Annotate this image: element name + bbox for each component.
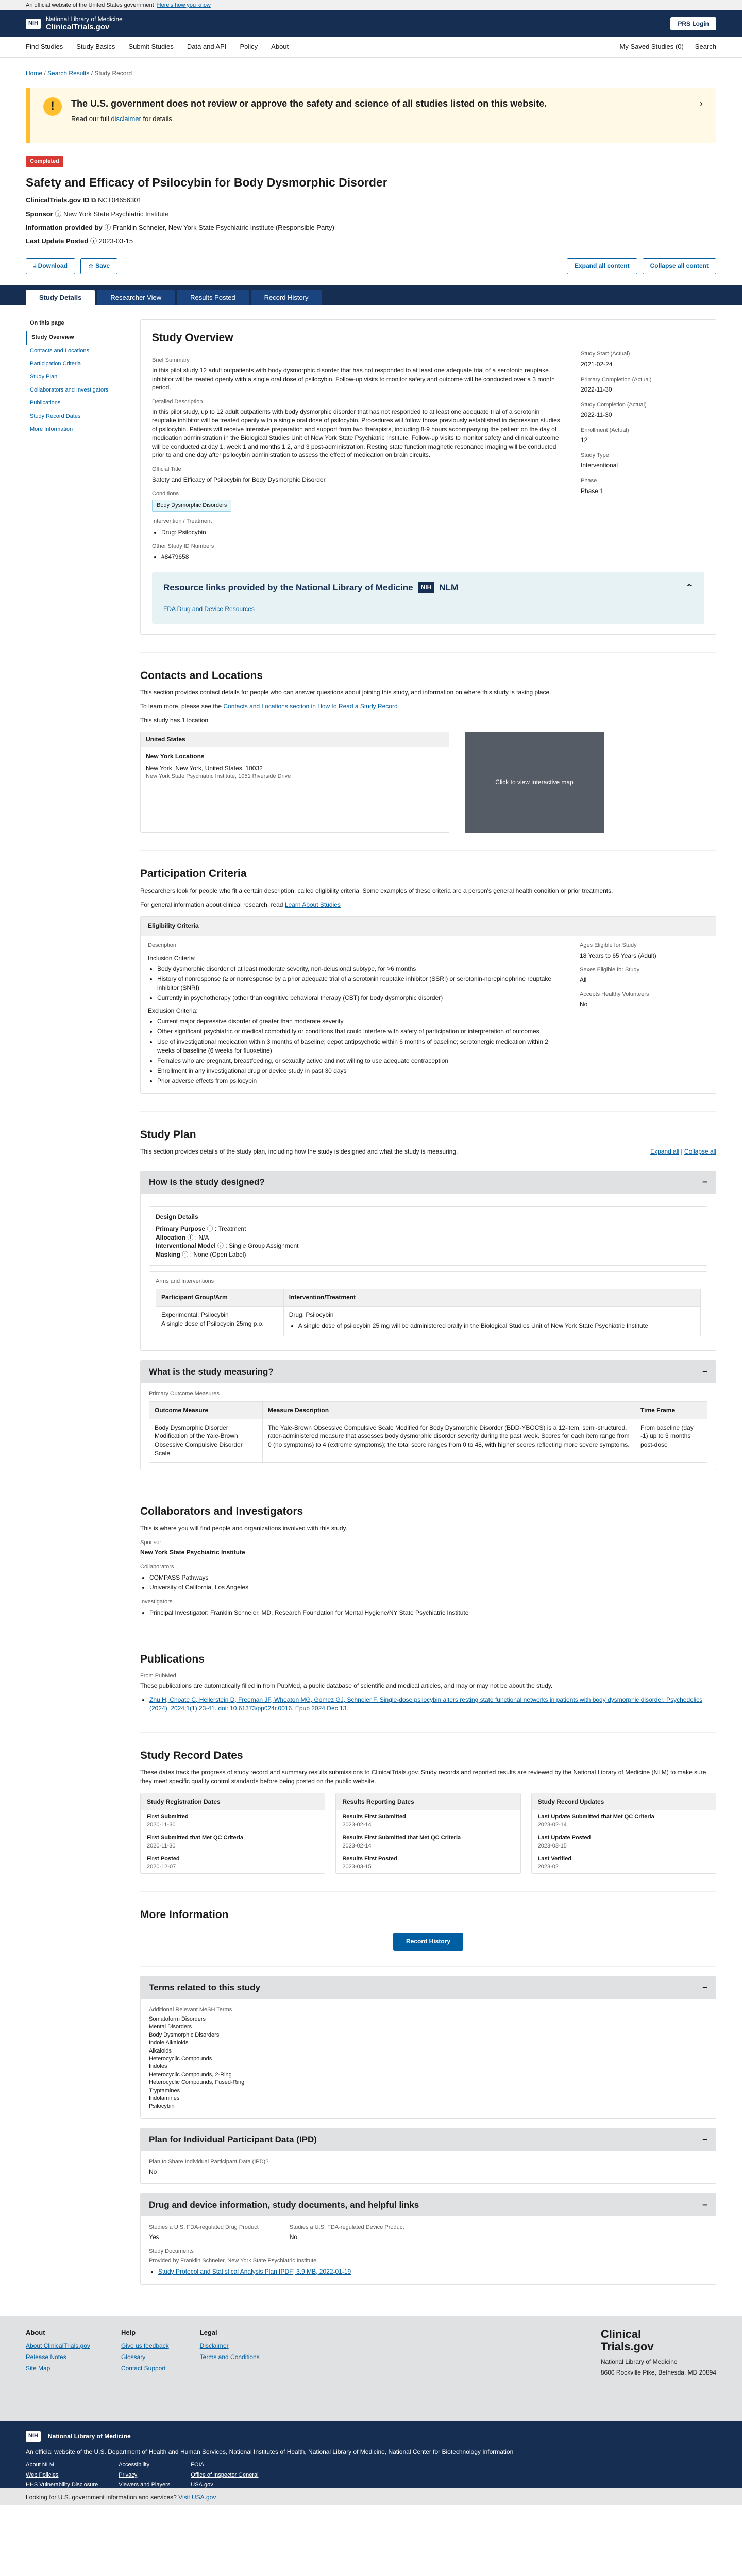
term-item: Indole Alkaloids: [149, 2040, 189, 2046]
update-value: 2023-03-15: [98, 236, 133, 245]
design-key: Allocation: [156, 1233, 186, 1241]
term-item: Heterocyclic Compounds, Fused-Ring: [149, 2079, 245, 2086]
eligibility-header: Eligibility Criteria: [141, 917, 716, 936]
kv-value: 2021-02-24: [581, 360, 613, 368]
breadcrumb-home[interactable]: Home: [26, 70, 43, 77]
plan-desc: This section provides details of the study plan, including how the study is designed and what the study is measuring.: [140, 1148, 458, 1156]
ipd-accordion: [140, 2128, 716, 2184]
arms-header: Participant Group/Arm: [156, 1289, 284, 1307]
criteria-section: [140, 851, 716, 1112]
id-label: ClinicalTrials.gov ID: [26, 196, 90, 205]
sponsor-value: New York State Psychiatric Institute: [63, 210, 169, 218]
ipd-label: Plan to Share Individual Participant Data (IPD)?: [149, 2158, 269, 2165]
save-button[interactable]: ☆ Save: [80, 258, 117, 274]
term-item: Heterocyclic Compounds: [149, 2056, 212, 2062]
nih-logo: NIH: [26, 2431, 41, 2441]
date-key: Results First Submitted that Met QC Criteria: [342, 1835, 461, 1841]
toc-header: On this page: [30, 319, 64, 326]
toc-item[interactable]: Participation Criteria: [30, 361, 81, 367]
kv-value: 2022-11-30: [581, 385, 612, 393]
collaborator-item: • University of California, Los Angeles: [149, 1583, 716, 1592]
location-list: [140, 732, 449, 833]
elig-desc-label: Description: [148, 942, 177, 949]
design-value: Single Group Assignment: [229, 1242, 299, 1250]
tab-record-history[interactable]: Record History: [251, 290, 322, 305]
dates-column-header: Results Reporting Dates: [336, 1793, 520, 1810]
collab-sponsor: New York State Psychiatric Institute: [140, 1549, 245, 1556]
gov-banner-text: An official website of the United States government: [26, 2, 154, 8]
measure-accordion-title[interactable]: What is the study measuring?: [149, 1366, 274, 1377]
criteria-desc: Researchers look for people who fit a certain description, called eligibility criteria. Some examples of these criteria are a person's general health condition or prior treatments.: [140, 887, 613, 894]
footer-heading: Legal: [199, 2329, 217, 2337]
design-key: Primary Purpose: [156, 1225, 206, 1232]
site-name: ClinicalTrials.gov: [45, 23, 110, 32]
criteria-general-text: For general information about clinical research, read: [140, 901, 283, 908]
study-document-link[interactable]: Study Protocol and Statistical Analysis Plan [PDF] 3.9 MB, 2022-01-19: [158, 2267, 351, 2275]
term-item: Somatoform Disorders: [149, 2016, 206, 2023]
outcome-measure: Body Dysmorphic Disorder Modification of the Yale-Brown Obsessive Compulsive Disorder Scale: [149, 1419, 263, 1462]
design-key: Masking: [156, 1251, 181, 1259]
footer-link[interactable]: Release Notes: [26, 2353, 66, 2361]
location-facility: New York State Psychiatric Institute, 1051 Riverside Drive: [146, 773, 291, 779]
dates-column-header: Study Registration Dates: [141, 1793, 325, 1810]
footer-link[interactable]: Glossary: [121, 2353, 146, 2361]
other-id-item: • #8479658: [161, 553, 565, 562]
site-logo[interactable]: [26, 15, 123, 32]
toc-item[interactable]: Study Record Dates: [30, 413, 81, 419]
publication-link[interactable]: Zhu H, Choate C, Hellerstein D, Freeman JF, Wheaton MG, Gomez GJ, Schneier F. Single-dose psilocybin alters resting state functional networks in patients with body dysmorphic disorder. Psychedelics (2024). 2024;1(1):23-41. doi: 10.61373/pp024r.0016. Epub 2024 Dec 13.: [149, 1696, 703, 1712]
inclusion-item: • Body dysmorphic disorder of at least moderate severity, non-delusional subtype, for >6 months: [157, 964, 564, 973]
kv-key: Ages Eligible for Study: [580, 942, 637, 949]
footer-link[interactable]: About NLM: [26, 2462, 55, 2468]
download-label: Download: [38, 262, 68, 270]
toc-item[interactable]: Collaborators and Investigators: [30, 386, 109, 393]
info-icon[interactable]: ⓘ: [90, 236, 97, 245]
study-id: NCT04656301: [98, 196, 142, 205]
plan-collapse-link[interactable]: Collapse all: [684, 1148, 716, 1156]
expand-all-button[interactable]: Expand all content: [567, 258, 637, 274]
info-icon[interactable]: ⓘ: [207, 1225, 213, 1232]
nlm-resource-box: [152, 572, 704, 624]
dates-column: [531, 1793, 716, 1874]
nih-logo: NIH: [26, 19, 41, 28]
ipd-value: No: [149, 2167, 157, 2175]
location-map[interactable]: Click to view interactive map: [465, 732, 604, 833]
collaborator-item: • COMPASS Pathways: [149, 1573, 716, 1582]
date-value: 2023-02-14: [342, 1821, 372, 1828]
kv-value: Interventional: [581, 462, 618, 469]
design-accordion: How is the study designed? − Design Details Primary Purpose ⓘ : Treatment Allocation ⓘ : N/A Interventional Model ⓘ : Single Group Assignment Masking ⓘ : None (Open Label) Arms and Interventions Participant Group/Arm Intervention/Treatment Experimental: Psilocybin A single dose of Psilocybin 25mg p.o. Drug: Psilocybin • A single dose of psilocybin 25 mg will be administered orally in the Biological Studies Unit of New York State Psychiatric Institute: [140, 1171, 716, 1351]
download-button[interactable]: ⤓ Download: [26, 258, 75, 274]
contacts-learn-text: To learn more, please see the: [140, 702, 222, 710]
date-value: 2023-02-14: [537, 1821, 567, 1828]
outcome-header: Outcome Measure: [149, 1401, 263, 1419]
kv-key: Accepts Healthy Volunteers: [580, 991, 649, 997]
inclusion-label: Inclusion Criteria:: [148, 954, 196, 962]
info-icon[interactable]: ⓘ: [182, 1251, 189, 1259]
dates-column: [140, 1793, 325, 1874]
overview-title: Study Overview: [152, 331, 233, 344]
pubs-title: Publications: [140, 1653, 205, 1666]
plan-title: Study Plan: [140, 1128, 196, 1141]
investigators-label: Investigators: [140, 1599, 173, 1605]
footer-link[interactable]: FOIA: [191, 2462, 204, 2468]
footer-heading: Help: [121, 2329, 136, 2337]
date-key: Last Update Posted: [537, 1835, 591, 1841]
intervention-desc: • A single dose of psilocybin 25 mg will be administered orally in the Biological Studies Unit of New York State Psychiatric Institute: [298, 1321, 695, 1330]
collab-title: Collaborators and Investigators: [140, 1505, 303, 1517]
status-badge: Completed: [26, 156, 63, 167]
collab-desc: This is where you will find people and organizations involved with this study.: [140, 1524, 347, 1532]
tab-study-details[interactable]: Study Details: [26, 290, 95, 305]
disclaimer-alert: [26, 88, 716, 143]
location-state: New York Locations: [146, 753, 205, 760]
gov-banner: [0, 0, 742, 10]
footer-link[interactable]: HHS Vulnerability Disclosure: [26, 2482, 98, 2488]
pubs-source: From PubMed: [140, 1672, 176, 1679]
date-key: First Submitted: [147, 1814, 189, 1820]
warning-icon: !: [43, 97, 62, 116]
kv-key: Study Completion (Actual): [581, 401, 647, 408]
footer-address: National Library of Medicine: [600, 2358, 678, 2365]
minus-icon[interactable]: −: [702, 2134, 707, 2144]
design-value: Treatment: [218, 1225, 246, 1232]
intervention-label: Intervention / Treatment: [152, 518, 212, 525]
date-key: Results First Posted: [342, 1855, 397, 1862]
info-icon[interactable]: ⓘ: [104, 223, 111, 231]
term-item: Body Dysmorphic Disorders: [149, 2031, 220, 2038]
outcome-label: Primary Outcome Measures: [149, 1391, 220, 1397]
brief-label: Brief Summary: [152, 357, 190, 364]
pubs-desc: These publications are automatically filled in from PubMed, a public database of scientific and medical articles, and may or may not be about the study.: [140, 1682, 553, 1690]
minus-icon[interactable]: −: [702, 1982, 707, 1992]
gov-banner-link[interactable]: Here's how you know: [157, 2, 211, 8]
term-item: Indolamines: [149, 2095, 180, 2102]
footer-link[interactable]: Site Map: [26, 2365, 50, 2372]
arms-table: [156, 1289, 701, 1336]
tab-results-posted[interactable]: Results Posted: [177, 290, 248, 305]
ipd-title[interactable]: Plan for Individual Participant Data (IPD): [149, 2134, 317, 2144]
docs-label: Study Documents: [149, 2248, 194, 2255]
docs-provided: Provided by Franklin Schneier, New York State Psychiatric Institute: [149, 2258, 317, 2264]
info-label: Information provided by: [26, 223, 103, 231]
org-name: National Library of Medicine: [45, 15, 123, 23]
usa-gov-banner: [0, 2488, 742, 2505]
dates-column-header: Study Record Updates: [532, 1793, 716, 1810]
detailed-label: Detailed Description: [152, 399, 203, 405]
toc-item[interactable]: Publications: [30, 400, 61, 406]
design-label: Design Details: [156, 1213, 198, 1221]
arms-label: Arms and Interventions: [156, 1278, 214, 1284]
exclusion-item: • Use of investigational medication within 3 months of baseline; depot antipsychotic within 6 months of baseline; serotonergic medication within 2 weeks of baseline (6 weeks for fluoxetine): [157, 1038, 564, 1055]
footer-link[interactable]: Web Policies: [26, 2471, 59, 2478]
toc-item[interactable]: Study Plan: [30, 374, 58, 380]
breadcrumb-search[interactable]: Search Results: [47, 70, 90, 77]
date-value: 2023-03-15: [342, 1863, 372, 1870]
condition-chip[interactable]: Body Dysmorphic Disorders: [152, 500, 231, 512]
fda-device-label: Studies a U.S. FDA-regulated Device Product: [289, 2224, 404, 2230]
exclusion-item: • Prior adverse effects from psilocybin: [157, 1077, 564, 1086]
term-item: Psilocybin: [149, 2103, 175, 2110]
dates-title: Study Record Dates: [140, 1749, 243, 1761]
saved-studies-link[interactable]: My Saved Studies (0): [619, 43, 684, 51]
kv-key: Study Type: [581, 452, 609, 459]
exclusion-label: Exclusion Criteria:: [148, 1007, 198, 1014]
investigator-item: • Principal Investigator: Franklin Schneier, MD, Research Foundation for Mental Hygiene/NY State Psychiatric Institute: [149, 1608, 716, 1617]
footer-link[interactable]: Accessibility: [119, 2462, 150, 2468]
inclusion-item: • History of nonresponse (≥ or nonresponse by a prior adequate trial of a serotonin reuptake inhibitor (SSRI) or serotonin-norepinephrine reuptake inhibitor (SNRI): [157, 975, 564, 992]
footer-link[interactable]: USA.gov: [191, 2482, 213, 2488]
study-meta: [0, 196, 742, 246]
footer-link[interactable]: Office of Inspector General: [191, 2471, 259, 2478]
terms-accordion: [140, 1976, 716, 2119]
record-dates-section: [140, 1733, 716, 1892]
detailed-description: In this pilot study, up to 12 adult outpatients with body dysmorphic disorder that has not responded to at least one adequate trial of a serotonin reuptake inhibitor will be treated openly with a single oral dose of psilocybin. Procedures will follow those previously established in depression studies of psilocybin. Patients will receive intensive preparation and support from two therapists, including 8-9 hours accompanying the patient on the day of medication administration in the Biological Studies Unit of New York State Psychiatric Institute. Follow-up visits to monitor safety and clinical outcome will be conducted at day 1, week 1 and months 1,2, and 3 post-administration. Resting state function magnetic resonance imaging will be conducted prior to and one day after psilocybin administration to assess the effect of medication on brain circuits.: [152, 408, 560, 459]
other-id-label: Other Study ID Numbers: [152, 543, 214, 550]
arms-header: Intervention/Treatment: [283, 1289, 700, 1307]
design-value: None (Open Label): [193, 1251, 246, 1259]
update-label: Last Update Posted: [26, 236, 89, 245]
nlm-footer: [0, 2421, 742, 2488]
kv-value: 2022-11-30: [581, 411, 612, 419]
copy-icon[interactable]: ⧉: [91, 196, 96, 205]
footer-org: National Library of Medicine: [47, 2432, 131, 2440]
fda-resources-link[interactable]: FDA Drug and Device Resources: [163, 605, 255, 613]
info-icon[interactable]: ⓘ: [187, 1233, 194, 1241]
dates-desc: These dates track the progress of study record and summary results submissions to ClinicalTrials.gov. Study records and reported results are reviewed by the National Library of Medicine (NLM) to make sure they meet specific quality control standards before being posted on the public website.: [140, 1768, 706, 1785]
kv-key: Enrollment (Actual): [581, 427, 629, 433]
outcome-header: Time Frame: [635, 1401, 707, 1419]
footer-brand: Clinical: [600, 2328, 642, 2341]
nav-about[interactable]: About: [271, 43, 289, 51]
fda-drug-value: Yes: [149, 2233, 159, 2241]
nih-logo: NIH: [418, 582, 434, 593]
nav-submit-studies[interactable]: Submit Studies: [128, 43, 174, 51]
footer-link[interactable]: Contact Support: [121, 2365, 166, 2372]
term-item: Indoles: [149, 2063, 167, 2070]
location-count: This study has 1 location: [140, 716, 209, 724]
date-key: Last Update Submitted that Met QC Criteria: [537, 1814, 654, 1820]
outcome-description: The Yale-Brown Obsessive Compulsive Scale Modified for Body Dysmorphic Disorder (BDD-YBOCS) is a 12-item, semi-structured, rater-administered measure that assesses body dysmorphic disorder severity during the past week. Scores for each item range from 0 (no symptoms) to 4 (extreme symptoms); the total score ranges from 0 to 48, with higher scores reflecting more severe symptoms.: [263, 1419, 635, 1462]
toc-item[interactable]: Contacts and Locations: [30, 347, 89, 354]
footer-link[interactable]: Disclaimer: [199, 2342, 229, 2350]
arm-desc: A single dose of Psilocybin 25mg p.o.: [161, 1319, 264, 1327]
date-key: First Submitted that Met QC Criteria: [147, 1835, 244, 1841]
table-row: [149, 1419, 707, 1462]
nlm-logo: NLM: [439, 582, 459, 592]
kv-value: All: [580, 976, 587, 984]
tab-researcher-view[interactable]: Researcher View: [97, 290, 175, 305]
date-value: 2020-11-30: [147, 1842, 176, 1849]
design-accordion-title[interactable]: How is the study designed?: [149, 1177, 265, 1188]
drug-accordion: [140, 2193, 716, 2285]
minus-icon[interactable]: −: [702, 1366, 707, 1377]
terms-title[interactable]: Terms related to this study: [149, 1982, 261, 1992]
exclusion-item: • Current major depressive disorder of greater than moderate severity: [157, 1017, 564, 1026]
official-label: Official Title: [152, 466, 181, 473]
footer-link[interactable]: About ClinicalTrials.gov: [26, 2342, 90, 2350]
footer-link[interactable]: Give us feedback: [121, 2342, 169, 2350]
contacts-learn-link[interactable]: Contacts and Locations section in How to Read a Study Record: [223, 702, 398, 710]
alert-title: The U.S. government does not review or approve the safety and science of all studies listed on this website.: [71, 98, 547, 109]
date-key: Results First Submitted: [342, 1814, 406, 1820]
footer-link[interactable]: Viewers and Players: [119, 2482, 171, 2488]
info-icon[interactable]: ⓘ: [217, 1242, 224, 1250]
prs-login-button[interactable]: PRS Login: [670, 17, 716, 31]
nav-study-basics[interactable]: Study Basics: [76, 43, 115, 51]
date-value: 2020-11-30: [147, 1821, 176, 1828]
more-title: More Information: [140, 1908, 229, 1921]
exclusion-item: • Enrollment in any investigational drug or device study in past 30 days: [157, 1066, 564, 1075]
drug-title[interactable]: Drug and device information, study documents, and helpful links: [149, 2199, 419, 2210]
brief-summary: In this pilot study 12 adult outpatients with body dysmorphic disorder that has not responded to at least one adequate trial of a serotonin reuptake inhibitor will be treated openly with a single oral dose of psilocybin. Follow-up visits to monitor safety and outcome will be conducted over a 3 month period.: [152, 366, 555, 392]
nlm-title: Resource links provided by the National Library of Medicine: [163, 582, 413, 592]
location-city: New York, New York, United States, 10032: [146, 764, 263, 772]
arm-name: Experimental: Psilocybin: [161, 1311, 229, 1319]
conditions-label: Conditions: [152, 490, 179, 497]
usagov-link[interactable]: Visit USA.gov: [178, 2494, 216, 2501]
date-value: 2020-12-07: [147, 1863, 176, 1870]
plan-expand-link[interactable]: Expand all: [650, 1148, 680, 1156]
alert-tail: for details.: [143, 114, 174, 123]
measure-accordion: [140, 1360, 716, 1470]
publications-section: [140, 1636, 716, 1732]
term-item: Heterocyclic Compounds, 2-Ring: [149, 2071, 232, 2078]
footer-link[interactable]: Privacy: [119, 2471, 138, 2478]
more-info-section: [140, 1892, 716, 1967]
collab-sponsor-label: Sponsor: [140, 1539, 161, 1546]
info-value: Franklin Schneier, New York State Psychiatric Institute (Responsible Party): [113, 223, 334, 231]
date-value: 2023-02: [537, 1863, 559, 1870]
nav-find-studies[interactable]: Find Studies: [26, 43, 63, 51]
collaborators-section: [140, 1488, 716, 1637]
intervention-name: Drug: Psilocybin: [289, 1311, 334, 1319]
footer-description: An official website of the U.S. Department of Health and Human Services, National Institutes of Health, National Library of Medicine, National Center for Biotechnology Information: [26, 2448, 514, 2455]
kv-value: No: [580, 1000, 588, 1008]
date-value: 2023-03-15: [537, 1842, 567, 1849]
chevron-up-icon[interactable]: ⌃: [685, 582, 693, 592]
term-item: Mental Disorders: [149, 2024, 192, 2030]
collaborators-label: Collaborators: [140, 1564, 174, 1570]
record-history-button[interactable]: Record History: [393, 1933, 463, 1951]
kv-key: Sexes Eligible for Study: [580, 967, 640, 973]
criteria-title: Participation Criteria: [140, 868, 247, 880]
outcome-table: [149, 1401, 707, 1463]
kv-value: Phase 1: [581, 487, 604, 495]
terms-label: Additional Relevant MeSH Terms: [149, 2006, 232, 2013]
study-overview-section: [140, 319, 716, 653]
contacts-section: [140, 653, 716, 851]
date-value: 2023-02-14: [342, 1842, 372, 1849]
term-item: Alkaloids: [149, 2047, 172, 2054]
footer-brand: Trials.gov: [600, 2340, 654, 2353]
footer-address: 8600 Rockville Pike, Bethesda, MD 20894: [600, 2369, 716, 2377]
site-header: [0, 10, 742, 37]
contacts-title: Contacts and Locations: [140, 669, 263, 682]
term-item: Tryptamines: [149, 2087, 180, 2094]
location-country: United States: [141, 732, 449, 747]
kv-key: Phase: [581, 478, 597, 484]
kv-value: 12: [581, 436, 588, 444]
collapse-all-button[interactable]: Collapse all content: [643, 258, 716, 274]
kv-key: Primary Completion (Actual): [581, 376, 652, 383]
save-label: Save: [95, 262, 110, 270]
footer-heading: About: [26, 2329, 45, 2337]
chevron-right-icon[interactable]: ›: [700, 98, 703, 109]
fda-device-value: No: [289, 2233, 298, 2241]
toc-item[interactable]: Study Overview: [26, 331, 129, 344]
exclusion-item: • Other significant psychiatric or medical comorbidity or conditions that could interfere with safety of participation or interpretation of outcomes: [157, 1027, 564, 1036]
table-row: [156, 1307, 701, 1336]
design-value: N/A: [198, 1233, 209, 1241]
intervention-item: • Drug: Psilocybin: [161, 528, 565, 537]
kv-key: Study Start (Actual): [581, 351, 630, 358]
exclusion-item: • Females who are pregnant, breastfeeding, or sexually active and not willing to use adequate contraception: [157, 1057, 564, 1065]
outcome-timeframe: From baseline (day -1) up to 3 months post-dose: [635, 1419, 707, 1462]
record-toolbar: [0, 250, 742, 274]
alert-text: Read our full: [71, 114, 109, 123]
dates-column: [335, 1793, 520, 1874]
page-title: Safety and Efficacy of Psilocybin for Body Dysmorphic Disorder: [26, 176, 387, 190]
minus-icon[interactable]: −: [702, 2199, 707, 2210]
page-toc: [26, 319, 129, 2285]
nav-policy[interactable]: Policy: [240, 43, 258, 51]
info-icon[interactable]: ⓘ: [55, 210, 62, 218]
inclusion-item: • Currently in psychotherapy (other than cognitive behavioral therapy (CBT) for body dysmorphic disorder): [157, 994, 564, 1003]
learn-about-studies-link[interactable]: Learn About Studies: [284, 901, 341, 908]
usagov-text: Looking for U.S. government information and services?: [26, 2494, 177, 2501]
kv-value: 18 Years to 65 Years (Adult): [580, 952, 656, 959]
minus-icon[interactable]: −: [702, 1177, 707, 1188]
fda-drug-label: Studies a U.S. FDA-regulated Drug Product: [149, 2224, 259, 2230]
toc-item[interactable]: More Information: [30, 426, 73, 433]
official-title: Safety and Efficacy of Psilocybin for Body Dysmorphic Disorder: [152, 476, 326, 483]
breadcrumb: Home / Search Results / Study Record: [26, 70, 132, 77]
sponsor-label: Sponsor: [26, 210, 53, 218]
main-nav: [0, 37, 742, 58]
study-plan-section: Study Plan This section provides details of the study plan, including how the study is designed and what the study is measuring. Expand all | Collapse all How is the study designed? − Design Details Primary Purpose ⓘ : Treatment Allocation ⓘ : N/A Interventional Model ⓘ : Single Group Assignment Masking ⓘ : None (Open Label) Arms and Interventions Participant Group/Arm Intervention/Treatment Experimental: Psilocybin A single dose of Psilocybin 25mg p.o. Drug: Psilocybin • A single dose of psilocybin 25 mg will be administered orally in the Biological Studies Unit of New York State Psychiatric Institute What is the study measuring? − Primary Outcome Measures Outcome Measure Measure Description Time Frame Body Dysmorphic Disorder Modification of the Yale-Brown Obsessive Compulsive Disorder Scale The Yale-Brown Obsessive Compulsive Scale Modified for Body Dysmorphic Disorder (BDD-YBOCS) is a 12-item, semi-structured, rater-administered measure that assesses body dysmorphic disorder severity during the past week. Scores for each item range from 0 (no symptoms) to 4 (extreme symptoms); the total score ranges from 0 to 48, with higher scores reflecting more severe symptoms. From baseline (day -1) up to 3 months post-dose: [140, 1112, 716, 1488]
nav-data-api[interactable]: Data and API: [187, 43, 227, 51]
design-key: Interventional Model: [156, 1242, 216, 1250]
breadcrumb-current: Study Record: [94, 70, 132, 77]
search-link[interactable]: Search: [695, 43, 716, 51]
disclaimer-link[interactable]: disclaimer: [111, 114, 141, 123]
outcome-header: Measure Description: [263, 1401, 635, 1419]
footer-link[interactable]: Terms and Conditions: [199, 2353, 260, 2361]
contacts-desc: This section provides contact details for people who can answer questions about joining this study, and information on where this study is taking place.: [140, 689, 551, 696]
site-footer: [0, 2316, 742, 2421]
record-tabs: [0, 285, 742, 305]
date-key: First Posted: [147, 1855, 180, 1862]
date-key: Last Verified: [537, 1855, 572, 1862]
